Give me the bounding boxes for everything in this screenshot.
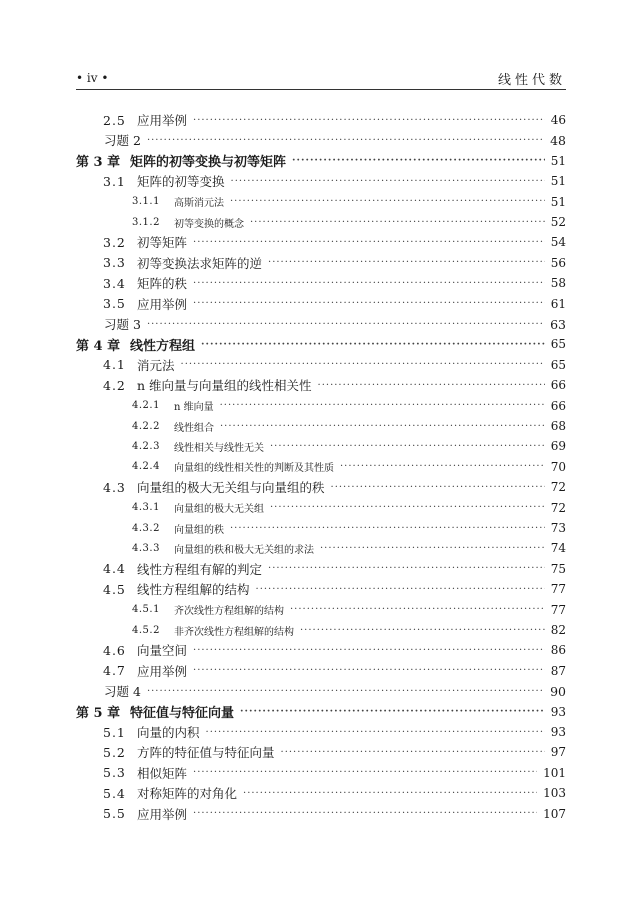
toc-entry-page: 51 xyxy=(550,153,566,168)
toc-entry-number: 5.4 xyxy=(103,785,126,801)
toc-section-row[interactable] xyxy=(103,742,566,762)
toc-leader-dots xyxy=(331,482,545,493)
toc-leader-dots xyxy=(270,441,545,452)
toc-section-row[interactable] xyxy=(103,355,566,375)
toc-entry-page: 74 xyxy=(550,541,566,556)
toc-leader-dots xyxy=(193,808,537,819)
toc-entry-page: 103 xyxy=(543,786,566,801)
toc-entry-page: 72 xyxy=(550,500,566,515)
toc-entry-title: 齐次线性方程组解的结构 xyxy=(174,606,284,618)
toc-entry-title: 应用举例 xyxy=(137,113,188,128)
toc-entry-title: 对称矩阵的对角化 xyxy=(137,786,238,802)
toc-leader-dots xyxy=(268,257,545,268)
toc-entry-title: 向量组的极大无关组与向量组的秩 xyxy=(137,480,325,496)
toc-entry-number: 4.7 xyxy=(103,663,126,679)
toc-leader-dots xyxy=(230,196,545,207)
toc-entry-page: 82 xyxy=(550,623,566,637)
toc-entry-title: 向量组的秩和极大无关组的求法 xyxy=(174,544,314,556)
toc-entry-title: n 维向量 xyxy=(174,402,214,414)
toc-subsection-row[interactable] xyxy=(132,457,566,477)
toc-entry-number: 5.1 xyxy=(103,724,126,740)
toc-entry-page: 61 xyxy=(550,296,566,311)
toc-leader-dots xyxy=(256,584,545,595)
toc-section-row[interactable] xyxy=(103,661,566,681)
toc-entry-page: 63 xyxy=(550,316,566,332)
toc-entry-title: 非齐次线性方程组解的结构 xyxy=(174,626,294,638)
toc-entry-title: 矩阵的初等变换与初等矩阵 xyxy=(130,155,287,171)
toc-entry-number: 4.3.1 xyxy=(132,502,160,514)
toc-section-row[interactable] xyxy=(103,294,566,314)
toc-entry-page: 77 xyxy=(550,582,566,597)
toc-entry-title: 方阵的特征值与特征向量 xyxy=(137,745,275,761)
toc-entry-title: 习题 4 xyxy=(104,684,141,700)
toc-entry-number: 3.2 xyxy=(103,234,126,250)
toc-leader-dots xyxy=(318,380,545,391)
toc-leader-dots xyxy=(181,359,545,370)
toc-entry-number: 4.3.2 xyxy=(132,522,160,534)
toc-entry-title: 特征值与特征向量 xyxy=(130,706,235,722)
toc-leader-dots xyxy=(281,747,545,758)
toc-entry-title: 向量的内积 xyxy=(137,725,200,740)
toc-entry-title: n 维向量与向量组的线性相关性 xyxy=(137,378,312,394)
toc-entry-number: 4.2.3 xyxy=(132,440,160,452)
toc-entry-number: 2.5 xyxy=(103,112,126,128)
toc-entry-page: 70 xyxy=(550,459,566,474)
toc-leader-dots xyxy=(340,461,545,472)
toc-entry-number: 4.3 xyxy=(103,479,126,495)
toc-entry-page: 87 xyxy=(550,663,566,678)
toc-leader-dots xyxy=(268,563,545,574)
toc-entry-page: 54 xyxy=(550,235,566,250)
toc-subsection-row[interactable] xyxy=(132,538,566,558)
toc-section-row[interactable] xyxy=(103,273,566,293)
toc-entry-page: 52 xyxy=(550,215,566,229)
toc-entry-title: 向量空间 xyxy=(137,643,188,659)
toc-entry-title: 高斯消元法 xyxy=(174,198,224,210)
toc-entry-page: 66 xyxy=(550,378,566,393)
toc-entry-number: 第 4 章 xyxy=(76,338,121,354)
toc-leader-dots xyxy=(193,298,545,309)
toc-subsection-row[interactable] xyxy=(132,498,566,518)
toc-entry-title: 矩阵的秩 xyxy=(137,276,188,292)
toc-entry-title: 线性方程组有解的判定 xyxy=(137,561,263,577)
toc-section-row[interactable] xyxy=(103,722,566,742)
toc-entry-title: 应用举例 xyxy=(137,296,188,312)
toc-entry-number: 第 5 章 xyxy=(76,706,121,722)
toc-entry-page: 97 xyxy=(550,745,566,760)
toc-entry-number: 4.3.3 xyxy=(132,542,160,554)
toc-entry-title: 初等变换法求矩阵的逆 xyxy=(137,255,263,271)
toc-section-row[interactable] xyxy=(103,763,566,783)
toc-entry-title: 向量组的秩 xyxy=(174,524,224,536)
toc-entry-page: 66 xyxy=(550,398,566,413)
toc-subsection-row[interactable] xyxy=(132,436,566,456)
toc-leader-dots xyxy=(193,665,545,676)
toc-entry-title: 习题 3 xyxy=(104,317,141,332)
toc-entry-number: 4.4 xyxy=(103,561,126,577)
toc-leader-dots xyxy=(240,706,545,717)
toc-leader-dots xyxy=(300,625,545,636)
toc-entry-number: 第 3 章 xyxy=(76,155,121,171)
toc-entry-page: 46 xyxy=(550,113,566,127)
toc-entry-number: 3.3 xyxy=(103,255,126,271)
toc-entry-title: 应用举例 xyxy=(137,663,188,679)
toc-entry-page: 65 xyxy=(550,357,566,372)
toc-section-row[interactable] xyxy=(103,375,566,395)
toc-entry-title: 矩阵的初等变换 xyxy=(137,174,225,190)
toc-entry-number: 4.5 xyxy=(103,581,126,597)
toc-entry-title: 初等矩阵 xyxy=(137,235,188,251)
toc-entry-number: 5.3 xyxy=(103,765,126,781)
toc-entry-page: 86 xyxy=(550,643,566,658)
toc-entry-page: 90 xyxy=(550,683,566,699)
toc-subsection-row[interactable] xyxy=(132,518,566,538)
toc-entry-title: 向量组的线性相关性的判断及其性质 xyxy=(174,463,334,475)
toc-entry-number: 3.4 xyxy=(103,275,126,291)
toc-leader-dots xyxy=(193,115,545,126)
toc-entry-page: 72 xyxy=(550,480,566,495)
toc-entry-page: 51 xyxy=(550,194,566,209)
toc-entry-page: 65 xyxy=(550,337,566,352)
toc-section-row[interactable] xyxy=(103,783,566,803)
toc-exercise-row[interactable] xyxy=(104,130,566,150)
toc-section-row[interactable] xyxy=(103,171,566,191)
toc-section-row[interactable] xyxy=(103,804,566,824)
toc-entry-page: 51 xyxy=(550,174,566,189)
toc-leader-dots xyxy=(147,319,544,330)
toc-leader-dots xyxy=(220,400,545,411)
toc-entry-page: 68 xyxy=(550,419,566,433)
toc-entry-title: 线性方程组解的结构 xyxy=(137,582,250,598)
toc-entry-page: 107 xyxy=(543,806,566,821)
toc-entry-number: 4.2.1 xyxy=(132,400,160,412)
toc-entry-title: 线性方程组 xyxy=(130,338,196,354)
toc-leader-dots xyxy=(230,523,545,534)
toc-leader-dots xyxy=(193,645,545,656)
toc-exercise-row[interactable] xyxy=(104,681,566,701)
toc-leader-dots xyxy=(147,135,544,146)
toc-chapter-row[interactable] xyxy=(76,334,566,354)
toc-leader-dots xyxy=(290,604,545,615)
toc-entry-page: 101 xyxy=(543,765,566,780)
toc-entry-number: 4.5.1 xyxy=(132,604,160,616)
toc-entry-title: 向量组的极大无关组 xyxy=(174,504,264,516)
toc-entry-number: 5.2 xyxy=(103,744,126,760)
toc-entry-number: 4.1 xyxy=(103,357,126,373)
book-title: 线性代数 xyxy=(497,73,566,88)
toc-entry-title: 应用举例 xyxy=(137,806,188,822)
toc-subsection-row[interactable] xyxy=(132,192,566,212)
toc-subsection-row[interactable] xyxy=(132,600,566,620)
toc-leader-dots xyxy=(193,767,537,778)
toc-entry-number: 4.2.4 xyxy=(132,461,160,473)
toc-exercise-row[interactable] xyxy=(104,314,566,334)
toc-section-row[interactable] xyxy=(103,110,566,130)
page-header xyxy=(76,69,566,90)
toc-section-row[interactable] xyxy=(103,579,566,599)
toc-subsection-row[interactable] xyxy=(132,620,566,640)
toc-entry-title: 消元法 xyxy=(137,357,175,373)
toc-leader-dots xyxy=(193,237,545,248)
toc-entry-page: 48 xyxy=(550,132,566,148)
toc-leader-dots xyxy=(220,421,545,432)
toc-entry-page: 75 xyxy=(550,561,566,576)
toc-section-row[interactable] xyxy=(103,640,566,660)
toc-entry-number: 3.1.1 xyxy=(132,196,160,208)
toc-entry-number: 3.1 xyxy=(103,173,126,189)
toc-leader-dots xyxy=(243,788,537,799)
toc-entry-page: 69 xyxy=(550,439,566,454)
toc-entry-number: 4.5.2 xyxy=(132,624,160,636)
toc-entry-page: 77 xyxy=(550,602,566,617)
toc-entry-page: 93 xyxy=(550,704,566,719)
toc-section-row[interactable] xyxy=(103,253,566,273)
toc-entry-number: 4.6 xyxy=(103,642,126,658)
toc-entry-title: 习题 2 xyxy=(104,133,141,149)
toc-subsection-row[interactable] xyxy=(132,396,566,416)
toc-entry-number: 5.5 xyxy=(103,806,126,822)
toc-leader-dots xyxy=(147,686,544,697)
toc-leader-dots xyxy=(292,155,545,166)
toc-entry-number: 3.1.2 xyxy=(132,216,160,228)
toc-chapter-row[interactable] xyxy=(76,151,566,171)
toc-entry-page: 93 xyxy=(550,725,566,739)
toc-leader-dots xyxy=(320,543,545,554)
toc-entry-title: 线性组合 xyxy=(174,422,214,434)
toc-entry-page: 58 xyxy=(550,276,566,291)
toc-entry-number: 3.5 xyxy=(103,296,126,312)
toc-leader-dots xyxy=(231,176,545,187)
toc-entry-title: 线性相关与线性无关 xyxy=(174,442,264,454)
toc-entry-page: 73 xyxy=(550,521,566,535)
toc-subsection-row[interactable] xyxy=(132,416,566,436)
toc-leader-dots xyxy=(193,278,545,289)
toc-entry-title: 初等变换的概念 xyxy=(174,218,244,230)
toc-section-row[interactable] xyxy=(103,559,566,579)
toc-leader-dots xyxy=(201,339,545,350)
toc-subsection-row[interactable] xyxy=(132,212,566,232)
toc-leader-dots xyxy=(270,502,545,513)
toc-entry-number: 4.2 xyxy=(103,377,126,393)
toc-entry-title: 相似矩阵 xyxy=(137,765,188,781)
toc-entry-page: 56 xyxy=(550,255,566,270)
toc-section-row[interactable] xyxy=(103,477,566,497)
toc-section-row[interactable] xyxy=(103,232,566,252)
page-number-label: • iv • xyxy=(76,71,109,85)
toc-chapter-row[interactable] xyxy=(76,702,566,722)
toc-entry-number: 4.2.2 xyxy=(132,420,160,432)
toc-leader-dots xyxy=(206,727,545,738)
toc-leader-dots xyxy=(250,217,545,228)
